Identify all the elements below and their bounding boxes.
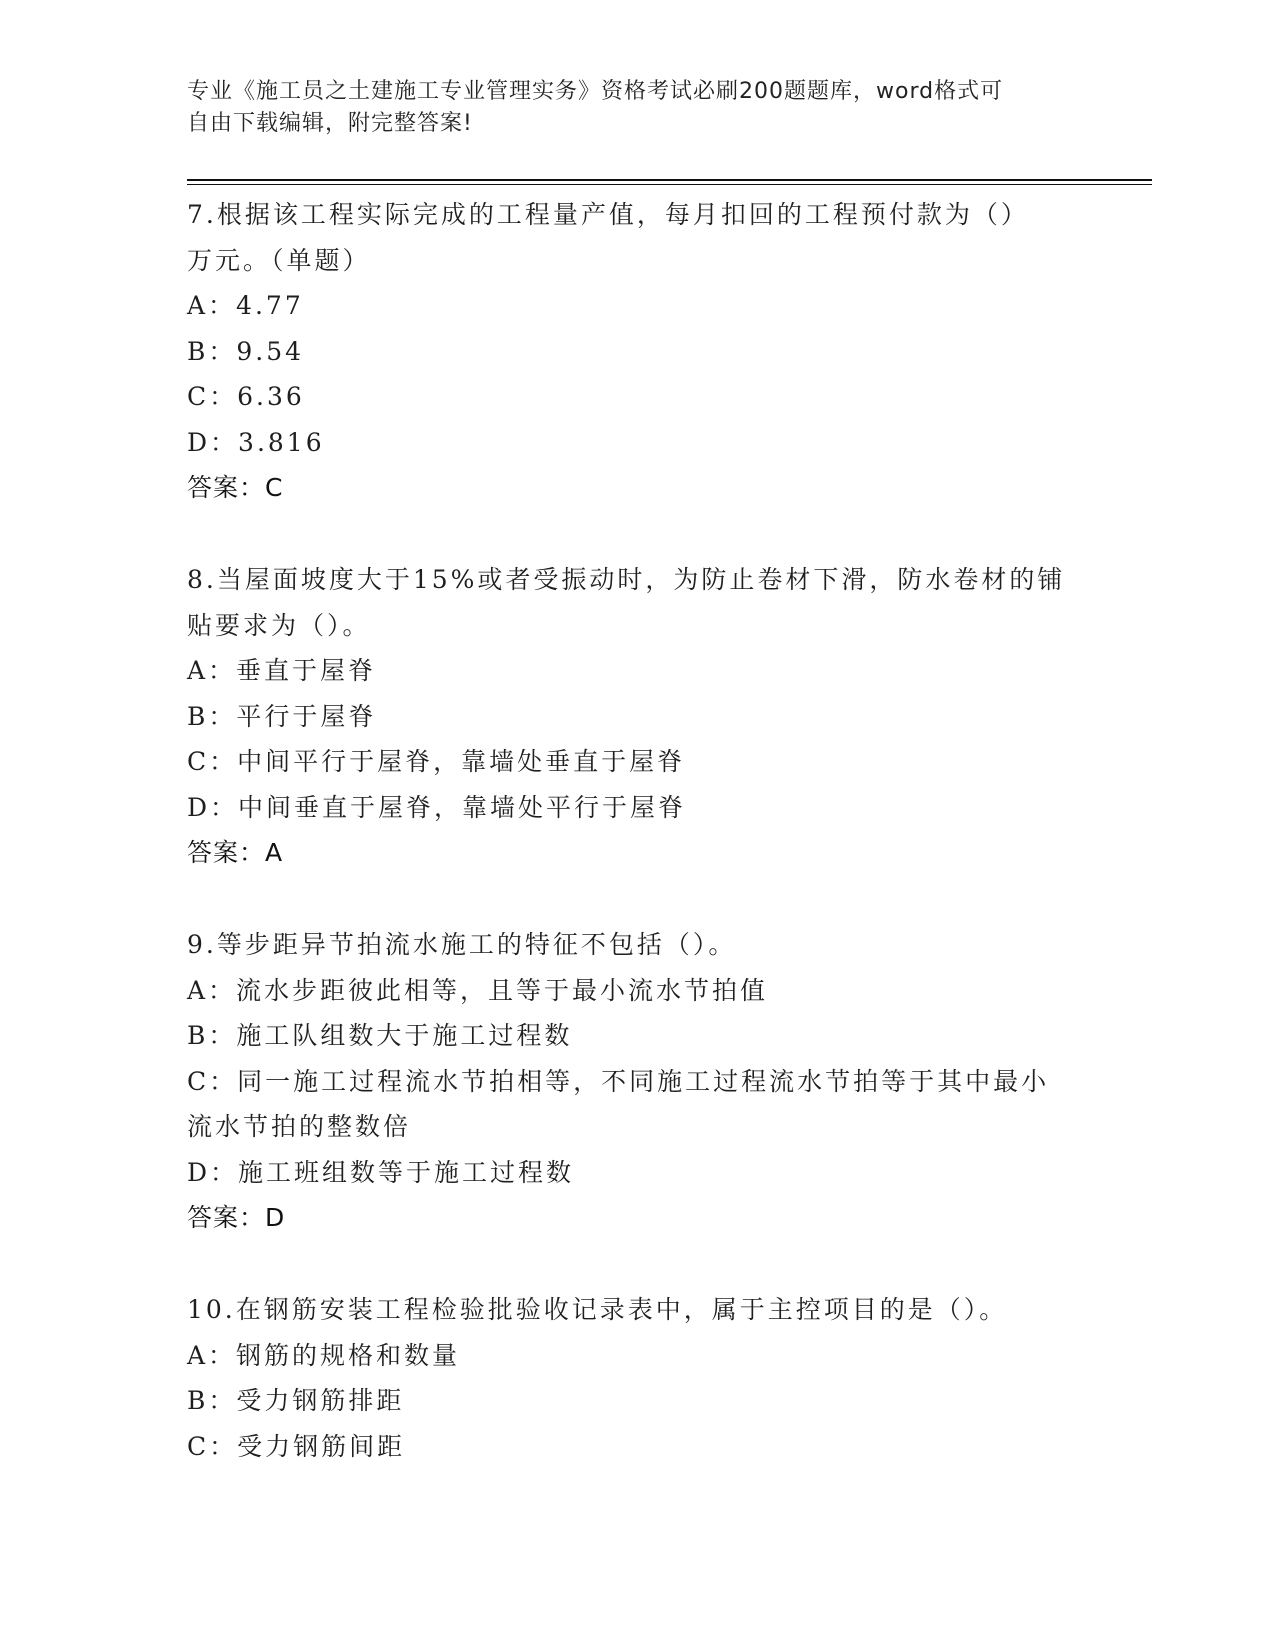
question-stem xyxy=(187,192,1087,283)
answer-option xyxy=(187,968,1087,1014)
answer-option-line: C：同一施工过程流水节拍相等，不同施工过程流水节拍等于其中最小 xyxy=(187,1066,1050,1096)
question-stem-line: 8.当屋面坡度大于15%或者受振动时，为防止卷材下滑，防水卷材的铺 xyxy=(187,565,1066,594)
header-line-1: 专业《施工员之土建施工专业管理实务》资格考试必刷200题题库，word格式可 xyxy=(187,79,1004,104)
question-item xyxy=(187,557,1087,875)
question-item xyxy=(187,192,1087,510)
question-list xyxy=(187,192,1087,1516)
answer-option-line: D：中间垂直于屋脊，靠墙处平行于屋脊 xyxy=(187,792,687,822)
answer-option-line: C：6.36 xyxy=(187,382,305,411)
answer-option xyxy=(187,1013,1087,1059)
answer-option-line: A：钢筋的规格和数量 xyxy=(187,1340,461,1370)
question-stem-line: 7.根据该工程实际完成的工程量产值，每月扣回的工程预付款为（） xyxy=(187,200,1029,229)
answer-option-line: D：3.816 xyxy=(187,427,325,457)
answer-option xyxy=(187,1333,1087,1379)
answer-option-line: A：流水步距彼此相等，且等于最小流水节拍值 xyxy=(187,975,769,1005)
question-stem-line: 9.等步距异节拍流水施工的特征不包括（）。 xyxy=(187,930,737,959)
question-item xyxy=(187,922,1087,1240)
answer-option xyxy=(187,1424,1087,1470)
answer-option-line: B：平行于屋脊 xyxy=(187,701,377,731)
answer-option xyxy=(187,374,1087,420)
answer-option xyxy=(187,694,1087,740)
answer-option-line: A：4.77 xyxy=(187,291,304,320)
question-stem-line: 10.在钢筋安装工程检验批验收记录表中，属于主控项目的是（）。 xyxy=(187,1295,1008,1324)
answer-option xyxy=(187,1059,1087,1150)
question-stem xyxy=(187,557,1087,648)
answer-option xyxy=(187,785,1087,831)
answer-option xyxy=(187,739,1087,785)
answer-option-line: D：施工班组数等于施工过程数 xyxy=(187,1157,575,1187)
correct-answer: 答案：D xyxy=(187,1203,286,1232)
document-header xyxy=(187,76,1087,140)
answer-option-line: C：受力钢筋间距 xyxy=(187,1431,406,1461)
answer-option-line: B：施工队组数大于施工过程数 xyxy=(187,1021,573,1050)
answer-option-line: C：中间平行于屋脊，靠墙处垂直于屋脊 xyxy=(187,747,686,776)
header-line-2: 自由下载编辑，附完整答案! xyxy=(187,111,473,136)
correct-answer: 答案：A xyxy=(187,838,284,867)
answer-option-line: A：垂直于屋脊 xyxy=(187,656,377,685)
question-item xyxy=(187,1287,1087,1469)
answer-option xyxy=(187,283,1087,329)
question-stem xyxy=(187,1287,1087,1333)
answer-option-line: B：9.54 xyxy=(187,336,305,366)
correct-answer: 答案：C xyxy=(187,473,284,502)
answer-option xyxy=(187,648,1087,694)
answer-option xyxy=(187,420,1087,466)
answer-option xyxy=(187,1378,1087,1424)
header-rule-thin xyxy=(187,184,1152,185)
header-rule-thick xyxy=(187,179,1152,181)
answer-option xyxy=(187,329,1087,375)
question-stem xyxy=(187,922,1087,968)
answer-option xyxy=(187,1150,1087,1196)
answer-option-line: 流水节拍的整数倍 xyxy=(187,1112,412,1141)
question-stem-line: 万元。（单题） xyxy=(187,245,371,275)
question-stem-line: 贴要求为（）。 xyxy=(187,610,371,640)
answer-option-line: B：受力钢筋排距 xyxy=(187,1386,405,1415)
